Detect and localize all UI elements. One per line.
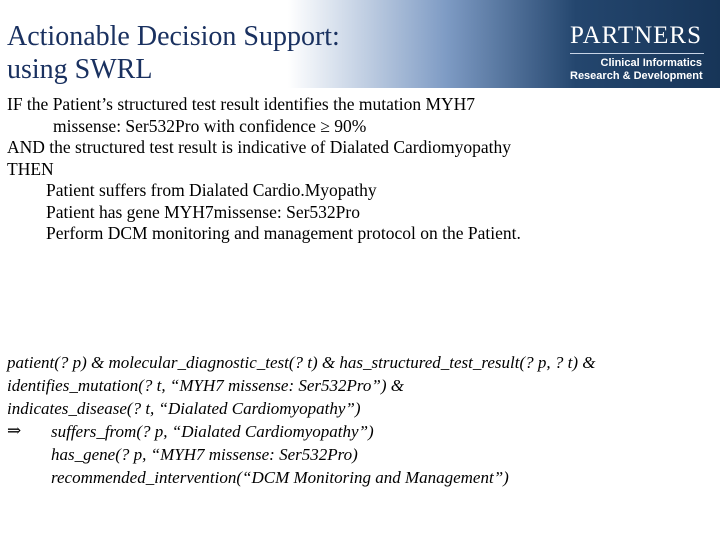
swrl-antecedent-line: identifies_mutation(? t, “MYH7 missense: Ser532Pro”) &	[7, 376, 404, 395]
logo-subtitle-1: Clinical Informatics	[600, 57, 702, 69]
slide-title	[7, 20, 340, 86]
rule-consequence: Patient suffers from Dialated Cardio.Myopathy	[46, 180, 377, 200]
rule-consequence: Patient has gene MYH7missense: Ser532Pro	[46, 201, 360, 222]
swrl-consequent-text: suffers_from(? p, “Dialated Cardiomyopathy”)	[51, 422, 374, 441]
swrl-consequent-line	[7, 420, 717, 443]
rule-consequence: Perform DCM monitoring and management protocol on the Patient.	[46, 223, 521, 243]
rule-if-line: IF the Patient’s structured test result identifies the mutation MYH7	[7, 94, 476, 114]
logo-name: PARTNERS	[570, 22, 703, 49]
natural-language-rule	[7, 94, 712, 245]
swrl-antecedent-line: indicates_disease(? t, “Dialated Cardiomyopathy”)	[7, 399, 361, 418]
rule-then-line: THEN	[7, 158, 54, 179]
implies-icon: ⇒	[7, 421, 22, 441]
logo-subtitle-2: Research & Development	[570, 70, 703, 82]
swrl-antecedent-line: patient(? p) & molecular_diagnostic_test(? t) & has_structured_test_result(? p, ? t) &	[7, 353, 596, 372]
slide-header	[0, 0, 720, 88]
rule-and-line: AND the structured test result is indicative of Dialated Cardiomyopathy	[7, 137, 511, 157]
title-line-2: using SWRL	[7, 54, 153, 85]
logo-divider	[570, 53, 704, 54]
swrl-rule	[7, 351, 717, 489]
swrl-consequent-line: has_gene(? p, “MYH7 missense: Ser532Pro)	[51, 445, 358, 464]
partners-logo	[570, 22, 712, 83]
title-line-1: Actionable Decision Support:	[7, 21, 340, 52]
swrl-consequent-line: recommended_intervention(“DCM Monitoring and Management”)	[51, 468, 509, 487]
rule-if-continuation: missense: Ser532Pro with confidence ≥ 90%	[53, 115, 367, 136]
